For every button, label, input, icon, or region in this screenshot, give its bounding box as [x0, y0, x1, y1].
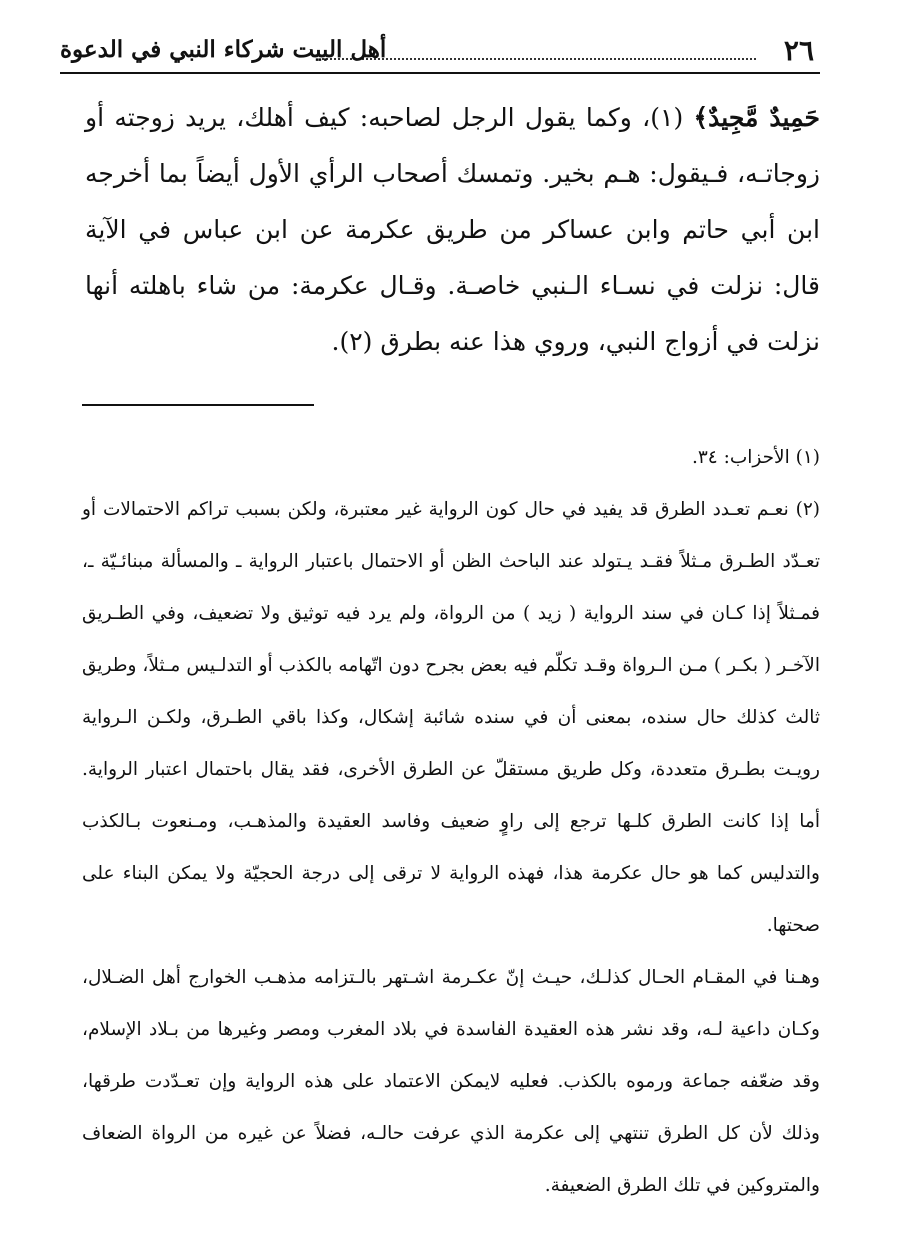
footnote-2-continued: وهـنا في المقـام الحـال كذلـك، حيـث إنّ عكـرمة اشـتهر بالـتزامه مذهـب الخوارج أهل الضـلال، وكـان داعية لـه، وقد نشر هذه العقيدة الفاسدة في بلاد المغرب ومصر وغيرها من بـلاد الإسلام، وقد ضعّفه جماعة ورموه بالكذب. فعليه لايمكن الاعتماد على هذه الرواية وإن تعـدّدت طرقها، وذلك لأن كل الطرق تنتهي إلى عكرمة الذي عرفت حالـه، فضلاً عن غيره من الرواة الضعاف والمتروكين في تلك الطرق الضعيفة. [82, 967, 820, 1196]
main-text [85, 90, 820, 370]
page-header [60, 28, 820, 74]
footnote-2: (٢) نعـم تعـدد الطرق قد يفيد في حال كون الرواية غير معتبرة، ولكن بسبب تراكم الاحتمالات أو تعـدّد الطـرق مـثلاً فقـد يـتولد عند الباحث الظن أو الاحتمال باعتبار الرواية ـ والمسألة مبنائـيّة ـ، فمـثلاً إذا كـان في سند الرواية ( زيد ) من الرواة، ولم يرد فيه توثيق ولا تضعيف، وفي الطـريق الآخـر ( بكـر ) مـن الـرواة وقـد تكلّم فيه بعض بجرح دون اتّهامه بالكذب أو التدلـيس مـثلاً، وطريق ثالث كذلك حال سنده، بمعنى أن في سنده شائبة إشكال، وكذا باقي الطـرق، ولكـن الـرواية رويـت بطـرق متعددة، وكل طريق مستقلّ عن الطرق الأخرى، فقد يقال باحتمال اعتبار الرواية. أما إذا كانت الطرق كلـها ترجع إلى راوٍ ضعيف وفاسد العقيدة والمذهـب، ومـنعوت بـالكذب والتدليس كما هو حال عكرمة هذا، فهذه الرواية لا ترقى إلى درجة الحجيّة ولا يمكن البناء على صحتها. [82, 499, 820, 936]
footnote-1: (١) الأحزاب: ٣٤. [691, 447, 820, 468]
main-paragraph-text: (١)، وكما يقول الرجل لصاحبه: كيف أهلك، يريد زوجته أو زوجاتـه، فـيقول: هـم بخير. وتمسك أصحاب الرأي الأول أيضاً بما أخرجه ابن أبي حاتم وابن عساكر من طريق عكرمة عن ابن عباس في الآية قال: نزلت في نسـاء الـنبي خاصـة. وقـال عكرمة: من شاء باهلته أنها نزلت في أزواج النبي، وروي هذا عنه بطرق (٢). [85, 103, 820, 356]
page-number: ٢٦ [783, 34, 814, 67]
quran-words: حَمِيدٌ مَّجِيدٌ﴾ [693, 103, 821, 132]
main-paragraph [85, 90, 820, 370]
footnotes [82, 432, 820, 1212]
footnote-separator [82, 404, 314, 406]
header-dotted-leader [322, 58, 756, 60]
running-title: أهل البيت شركاء النبي في الدعوة [60, 36, 387, 63]
